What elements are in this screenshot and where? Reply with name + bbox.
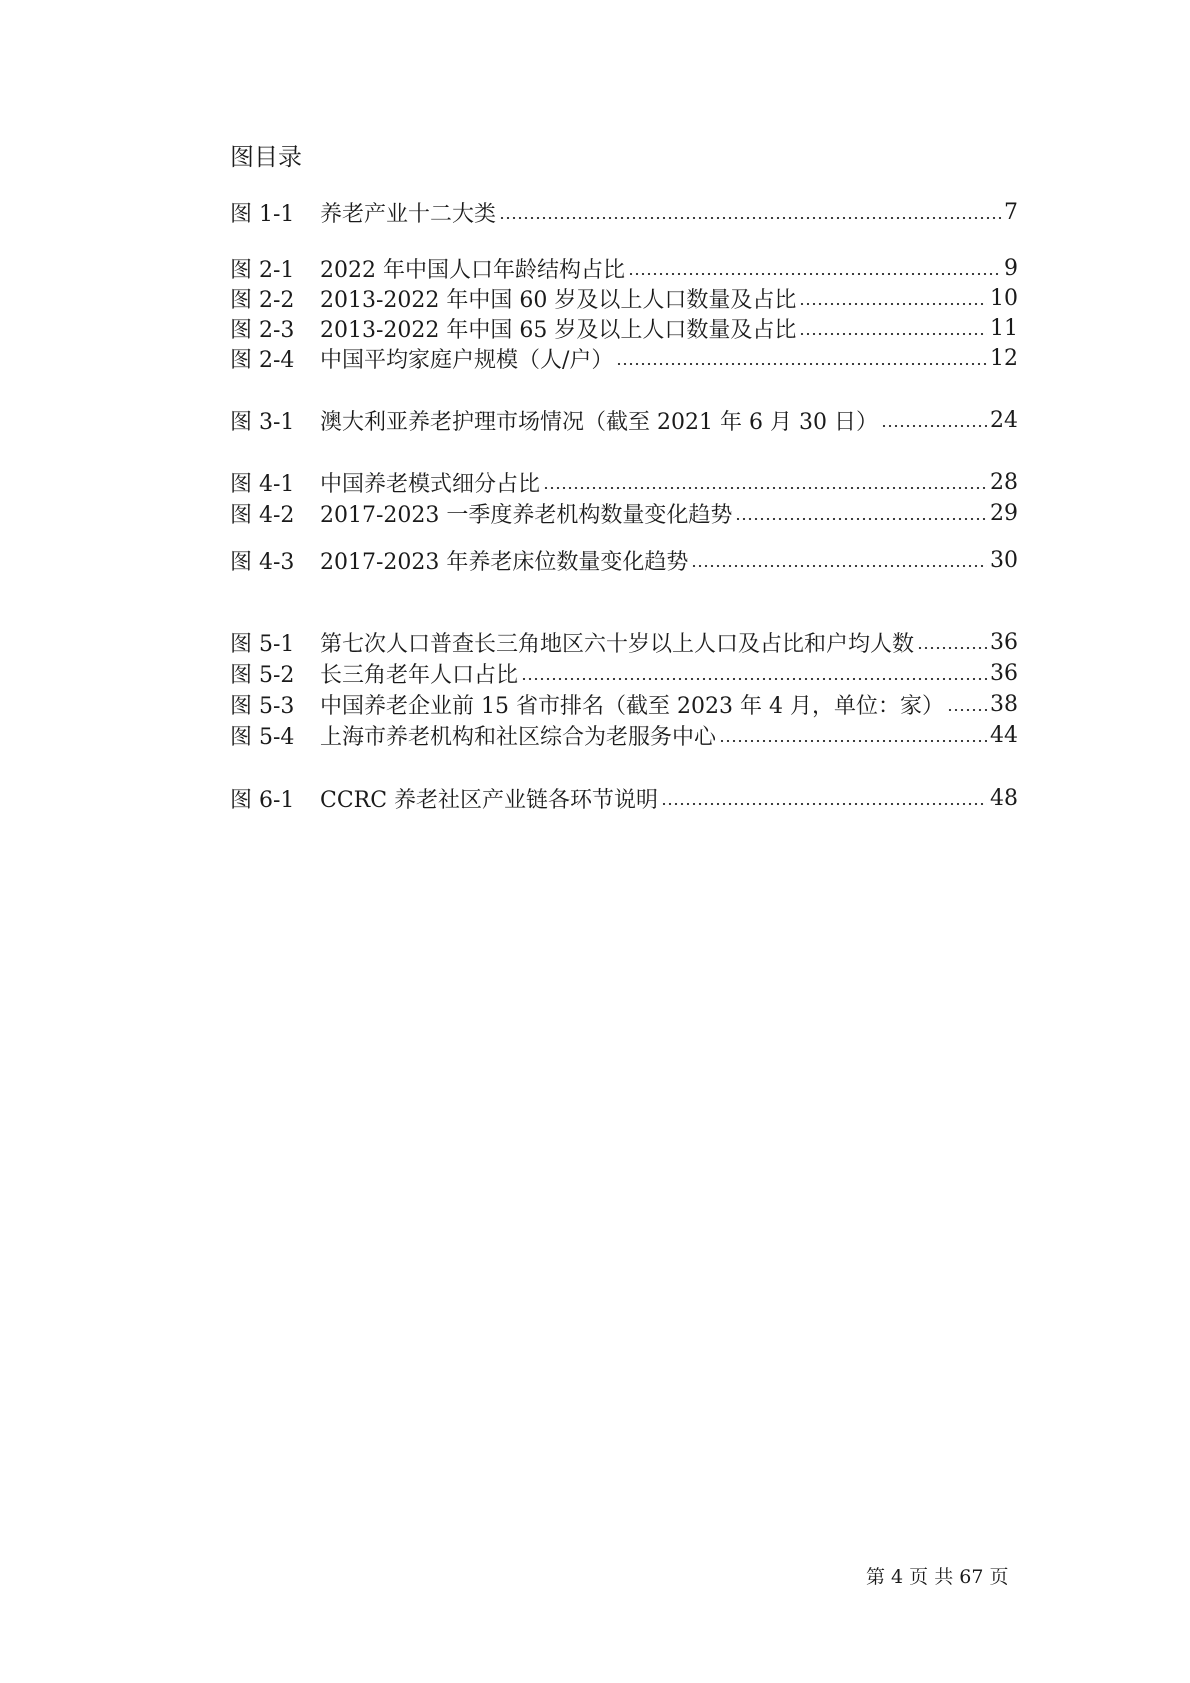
figure-label: 图 3-1 [230, 409, 295, 435]
figure-label: 图 5-3 [230, 693, 295, 719]
toc-entry[interactable] [230, 252, 1018, 284]
page-number: 48 [990, 785, 1018, 811]
figure-label: 图 2-1 [230, 257, 295, 283]
figure-title: 2017-2023 年养老床位数量变化趋势 [320, 549, 689, 575]
figure-label: 图 5-2 [230, 662, 295, 688]
toc-entry[interactable] [230, 282, 1018, 314]
figure-label: 图 6-1 [230, 787, 295, 813]
dot-leader [799, 303, 987, 305]
page-number: 10 [990, 285, 1018, 311]
dot-leader [947, 709, 987, 711]
page-number: 30 [990, 547, 1018, 573]
dot-leader [543, 487, 987, 489]
toc-entry[interactable] [230, 196, 1018, 228]
toc-entry[interactable] [230, 497, 1018, 529]
figure-label: 图 4-1 [230, 471, 295, 497]
figure-label: 图 2-3 [230, 317, 295, 343]
dot-leader [735, 518, 987, 520]
page-footer: 第 4 页 共 67 页 [866, 1566, 1009, 1588]
figure-label: 图 5-4 [230, 724, 295, 750]
dot-leader [616, 363, 987, 365]
figure-title: 2013-2022 年中国 60 岁及以上人口数量及占比 [320, 287, 797, 313]
toc-entry[interactable] [230, 782, 1018, 814]
figure-title: 中国养老企业前 15 省市排名（截至 2023 年 4 月，单位：家） [320, 693, 944, 719]
dot-leader [719, 740, 987, 742]
toc-heading: 图目录 [230, 143, 302, 171]
figure-title: 长三角老年人口占比 [320, 662, 519, 688]
page-number: 29 [990, 500, 1018, 526]
figure-label: 图 5-1 [230, 631, 295, 657]
figure-title: 中国平均家庭户规模（人/户） [320, 347, 614, 373]
page-number: 7 [1004, 199, 1018, 225]
figure-label: 图 1-1 [230, 201, 295, 227]
figure-title: 中国养老模式细分占比 [320, 471, 541, 497]
figure-title: 第七次人口普查长三角地区六十岁以上人口及占比和户均人数 [320, 631, 915, 657]
figure-label: 图 2-2 [230, 287, 295, 313]
figure-label: 图 2-4 [230, 347, 295, 373]
toc-entry[interactable] [230, 626, 1018, 658]
dot-leader [628, 273, 1001, 275]
toc-entry[interactable] [230, 404, 1018, 436]
figure-title: 养老产业十二大类 [320, 201, 497, 227]
page-number: 11 [990, 315, 1018, 341]
page-number: 28 [990, 469, 1018, 495]
figure-title: 2013-2022 年中国 65 岁及以上人口数量及占比 [320, 317, 797, 343]
page-number: 9 [1004, 255, 1018, 281]
page-number: 44 [990, 722, 1018, 748]
page-number: 12 [990, 345, 1018, 371]
toc-entry[interactable] [230, 342, 1018, 374]
dot-leader [917, 647, 987, 649]
dot-leader [661, 803, 987, 805]
toc-entry[interactable] [230, 312, 1018, 344]
figure-title: 2022 年中国人口年龄结构占比 [320, 257, 625, 283]
toc-entry[interactable] [230, 544, 1018, 576]
figure-label: 图 4-2 [230, 502, 295, 528]
page-number: 38 [990, 691, 1018, 717]
toc-entry[interactable] [230, 688, 1018, 720]
toc-entry[interactable] [230, 719, 1018, 751]
dot-leader [881, 425, 987, 427]
page-number: 36 [990, 629, 1018, 655]
dot-leader [499, 217, 1001, 219]
dot-leader [799, 333, 987, 335]
figure-title: 澳大利亚养老护理市场情况（截至 2021 年 6 月 30 日） [320, 409, 878, 435]
figure-label: 图 4-3 [230, 549, 295, 575]
dot-leader [521, 678, 987, 680]
figure-title: 2017-2023 一季度养老机构数量变化趋势 [320, 502, 733, 528]
page-number: 36 [990, 660, 1018, 686]
figure-title: CCRC 养老社区产业链各环节说明 [320, 787, 659, 813]
figure-title: 上海市养老机构和社区综合为老服务中心 [320, 724, 717, 750]
toc-entry[interactable] [230, 466, 1018, 498]
dot-leader [691, 565, 987, 567]
page-number: 24 [990, 407, 1018, 433]
toc-entry[interactable] [230, 657, 1018, 689]
